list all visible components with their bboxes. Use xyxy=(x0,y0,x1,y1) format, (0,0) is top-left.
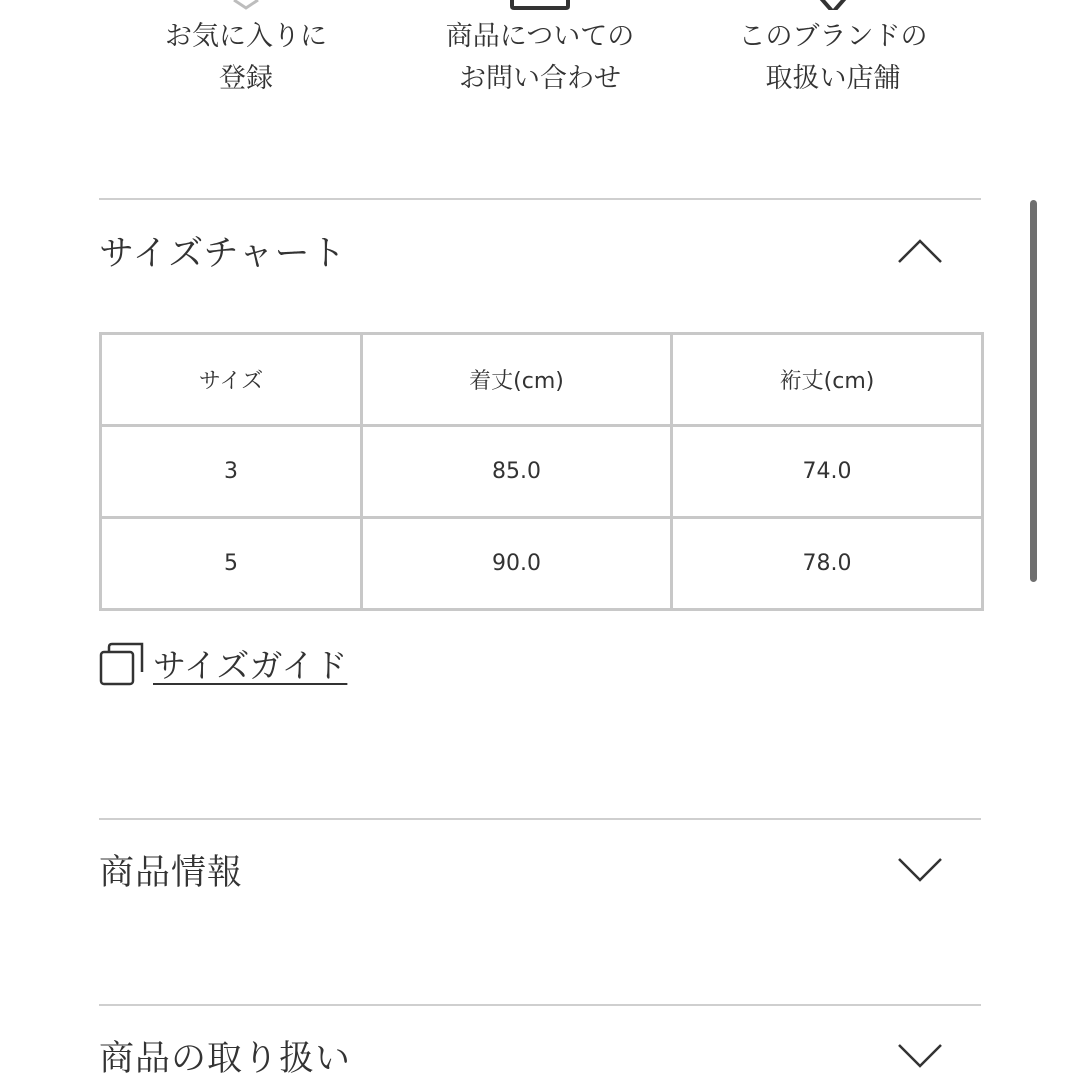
favorite-label-line1: お気に入りに xyxy=(165,21,327,52)
table-cell: 74.0 xyxy=(672,426,983,518)
inquiry-label-line1: 商品についての xyxy=(445,21,635,52)
favorite-label-line2: 登録 xyxy=(219,63,273,94)
table-row xyxy=(101,426,983,518)
table-cell: 3 xyxy=(101,426,362,518)
divider xyxy=(99,1004,981,1006)
size-guide-label: サイズガイド xyxy=(153,645,348,685)
size-chart-accordion-header[interactable] xyxy=(99,211,981,291)
table-cell: 90.0 xyxy=(362,518,672,610)
table-cell: 85.0 xyxy=(362,426,672,518)
header-cell-length: 着丈(cm) xyxy=(362,334,672,426)
action-bar xyxy=(0,0,1080,130)
product-inquiry-button[interactable] xyxy=(420,0,660,102)
chevron-up-icon xyxy=(897,237,943,265)
shops-label-line2: 取扱い店舗 xyxy=(765,63,901,94)
add-favorite-button[interactable] xyxy=(126,0,366,102)
table-row xyxy=(101,518,983,610)
external-window-icon xyxy=(99,640,145,686)
size-chart-title: サイズチャート xyxy=(99,234,347,274)
inquiry-label-line2: お問い合わせ xyxy=(459,63,621,94)
handling-accordion-header[interactable] xyxy=(99,1016,981,1080)
table-cell: 78.0 xyxy=(672,518,983,610)
header-cell-size: サイズ xyxy=(101,334,362,426)
map-pin-icon xyxy=(813,0,853,10)
divider xyxy=(99,818,981,820)
size-chart-table xyxy=(99,332,984,611)
header-cell-sleeve: 裄丈(cm) xyxy=(672,334,983,426)
scrollbar-thumb[interactable] xyxy=(1030,200,1037,582)
heart-icon xyxy=(226,0,266,10)
chevron-down-icon xyxy=(897,1042,943,1070)
shops-label-line1: このブランドの xyxy=(738,21,928,52)
brand-shops-button[interactable] xyxy=(713,0,953,102)
size-guide-link[interactable] xyxy=(99,638,347,688)
table-header-row xyxy=(101,334,983,426)
chevron-down-icon xyxy=(897,856,943,884)
mail-icon xyxy=(500,0,580,10)
table-cell: 5 xyxy=(101,518,362,610)
product-info-title: 商品情報 xyxy=(99,853,244,893)
handling-title: 商品の取り扱い xyxy=(99,1039,352,1079)
divider xyxy=(99,198,981,200)
product-info-accordion-header[interactable] xyxy=(99,830,981,910)
